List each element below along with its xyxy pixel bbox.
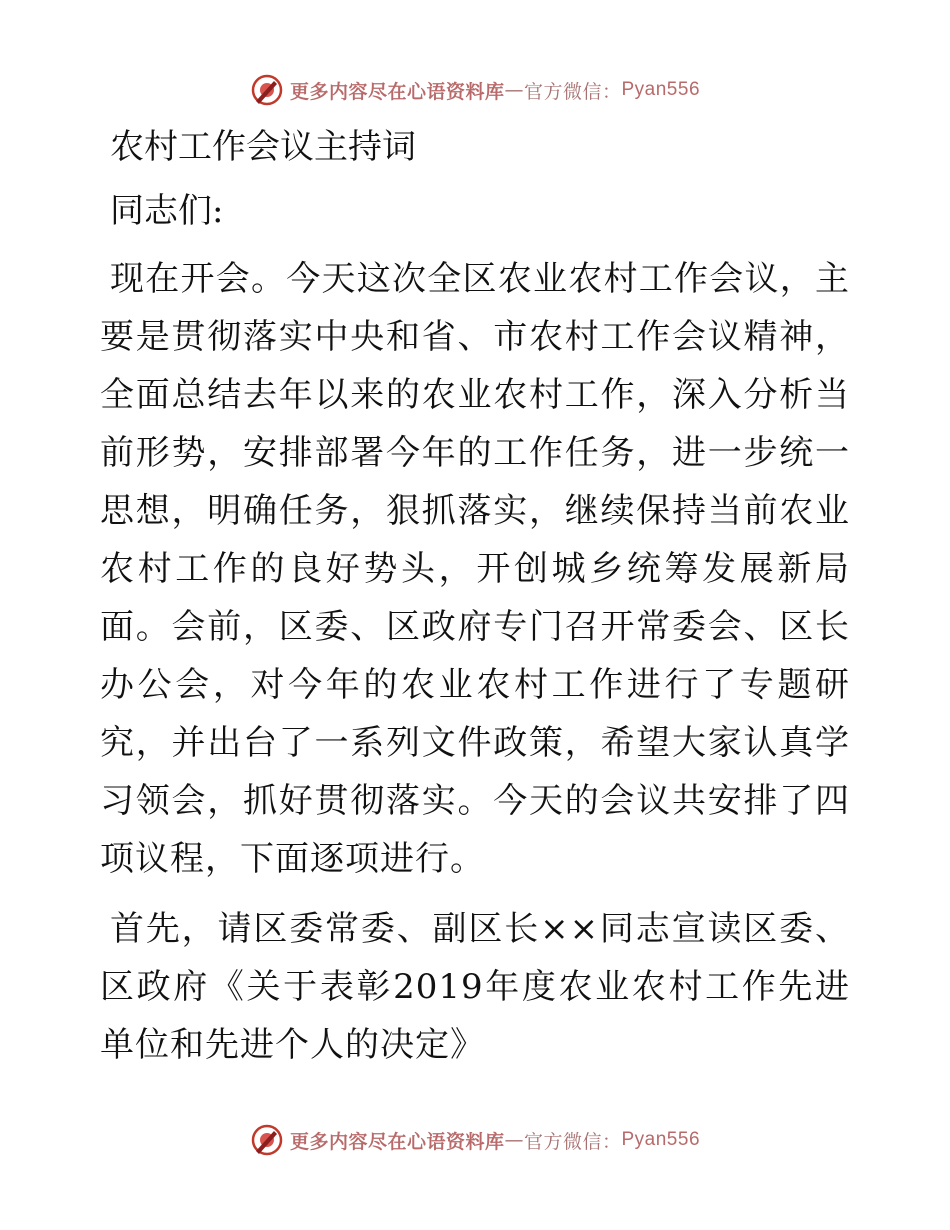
document-greeting: 同志们: xyxy=(110,191,224,231)
banner-wechat-id: Pyan556 xyxy=(621,79,701,100)
banner-main-text: 更多内容尽在心语资料库 xyxy=(289,80,505,103)
document-title: 农村工作会议主持词 xyxy=(110,127,416,167)
banner-wechat-label: 官方微信： xyxy=(523,1130,622,1153)
paragraph-opening: 现在开会。今天这次全区农业农村工作会议，主要是贯彻落实中央和省、市农村工作会议精神，全面总结去年以来的农业农村工作，深入分析当前形势，安排部署今年的工作任务，进一步统一思想，明确任务，狠抓落实，继续保持当前农业农村工作的良好势头，开创城乡统筹发展新局面。会前，区委、区政府专门召开常委会、区长办公会，对今年的农业农村工作进行了专题研究，并出台了一系列文件政策，希望大家认真学习领会，抓好贯彻落实。今天的会议共安排了四项议程，下面逐项进行。 xyxy=(100,259,850,879)
banner-dash: — xyxy=(504,79,524,101)
paragraph-first-item: 首先，请区委常委、副区长××同志宣读区委、区政府《关于表彰2019年度农业农村工作先进单位和先进个人的决定》 xyxy=(100,909,850,1065)
logo-icon xyxy=(250,73,284,107)
logo-icon xyxy=(250,1123,284,1157)
banner-dash: — xyxy=(504,1129,524,1151)
banner-wechat-label: 官方微信： xyxy=(523,80,622,103)
header-watermark-banner xyxy=(0,70,950,110)
banner-main-text: 更多内容尽在心语资料库 xyxy=(289,1130,505,1153)
document-body xyxy=(100,122,850,1086)
footer-watermark-banner xyxy=(0,1120,950,1160)
banner-wechat-id: Pyan556 xyxy=(621,1129,701,1150)
